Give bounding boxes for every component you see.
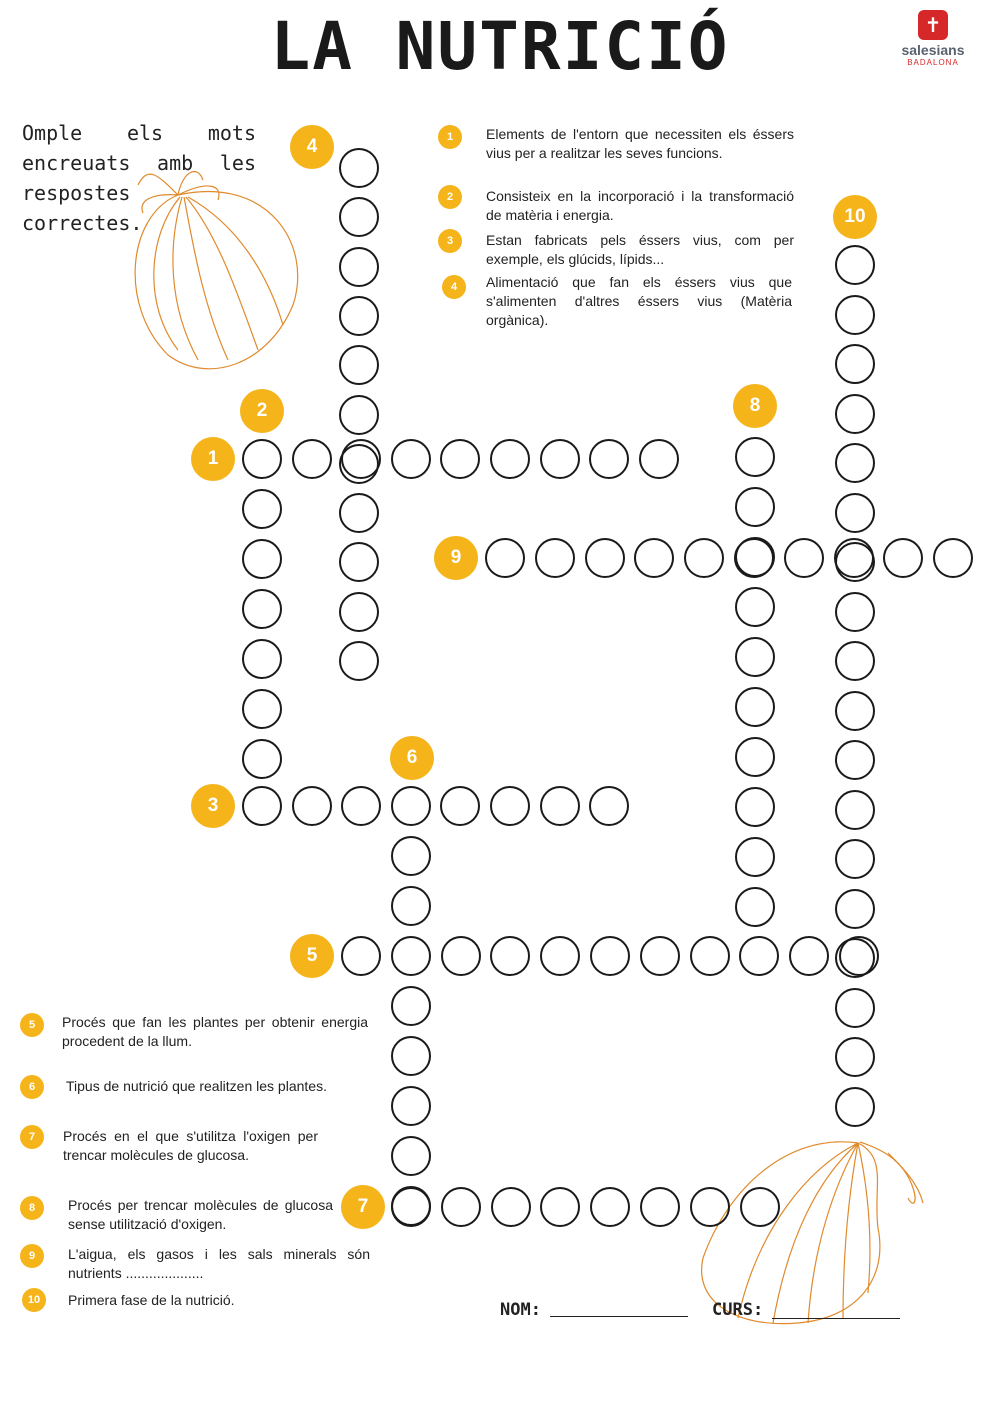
crossword-number-badge: 2 (240, 389, 284, 433)
crossword-cell[interactable] (585, 538, 625, 578)
crossword-cell[interactable] (639, 439, 679, 479)
name-label: NOM: (500, 1300, 541, 1320)
clue-list-top (438, 125, 798, 340)
crossword-cell[interactable] (835, 592, 875, 632)
crossword-cell[interactable] (835, 641, 875, 681)
crossword-cell[interactable] (739, 936, 779, 976)
crossword-cell[interactable] (242, 786, 282, 826)
crossword-cell[interactable] (391, 1136, 431, 1176)
crossword-cell[interactable] (440, 786, 480, 826)
crossword-cell[interactable] (540, 439, 580, 479)
crossword-cell[interactable] (590, 936, 630, 976)
crossword-cell[interactable] (391, 1036, 431, 1076)
logo-name: salesians (901, 42, 965, 58)
crossword-cell[interactable] (441, 1187, 481, 1227)
crossword-cell[interactable] (690, 936, 730, 976)
crossword-cell[interactable] (242, 739, 282, 779)
crossword-cell[interactable] (835, 542, 875, 582)
crossword-cell[interactable] (640, 936, 680, 976)
crossword-cell[interactable] (391, 986, 431, 1026)
crossword-cell[interactable] (735, 637, 775, 677)
crossword-cell[interactable] (339, 247, 379, 287)
crossword-cell[interactable] (883, 538, 923, 578)
crossword-cell[interactable] (339, 197, 379, 237)
crossword-cell[interactable] (490, 936, 530, 976)
crossword-cell[interactable] (735, 437, 775, 477)
crossword-cell[interactable] (784, 538, 824, 578)
crossword-cell[interactable] (242, 589, 282, 629)
clue-number-badge: 9 (20, 1244, 44, 1268)
clue-text: Procés que fan les plantes per obtenir energia procedent de la llum. (62, 1014, 368, 1049)
crossword-cell[interactable] (789, 936, 829, 976)
crossword-cell[interactable] (391, 786, 431, 826)
crossword-cell[interactable] (835, 839, 875, 879)
crossword-number-badge: 9 (434, 536, 478, 580)
pear-illustration-icon (688, 1128, 928, 1328)
crossword-cell[interactable] (540, 936, 580, 976)
crossword-cell[interactable] (391, 836, 431, 876)
crossword-cell[interactable] (540, 1187, 580, 1227)
crossword-number-badge: 1 (191, 437, 235, 481)
crossword-number-badge: 5 (290, 934, 334, 978)
instructions-text: Omple els mots encreuats amb les respostes correctes. (22, 121, 256, 235)
school-logo (893, 10, 973, 72)
crossword-cell[interactable] (735, 837, 775, 877)
crossword-cell[interactable] (292, 439, 332, 479)
crossword-cell[interactable] (540, 786, 580, 826)
crossword-number-badge: 8 (733, 384, 777, 428)
page-title: LA NUTRICIÓ (270, 8, 730, 85)
crossword-cell[interactable] (835, 889, 875, 929)
crossword-cell[interactable] (835, 344, 875, 384)
crossword-cell[interactable] (339, 641, 379, 681)
crossword-cell[interactable] (391, 1187, 431, 1227)
crossword-cell[interactable] (735, 737, 775, 777)
crossword-cell[interactable] (339, 592, 379, 632)
course-field[interactable] (772, 1318, 900, 1319)
crossword-cell[interactable] (589, 786, 629, 826)
course-label: CURS: (712, 1300, 764, 1320)
clue-number-badge: 5 (20, 1013, 44, 1037)
crossword-cell[interactable] (490, 439, 530, 479)
crossword-cell[interactable] (735, 687, 775, 727)
crossword-cell[interactable] (634, 538, 674, 578)
crossword-cell[interactable] (933, 538, 973, 578)
clue-number-badge: 8 (20, 1196, 44, 1220)
crossword-cell[interactable] (491, 1187, 531, 1227)
logo-subtitle: BADALONA (907, 58, 959, 67)
crossword-cell[interactable] (835, 790, 875, 830)
clue-number-badge: 7 (20, 1125, 44, 1149)
logo-emblem-icon: ✝ (918, 10, 948, 40)
crossword-cell[interactable] (835, 493, 875, 533)
crossword-cell[interactable] (835, 938, 875, 978)
crossword-cell[interactable] (339, 148, 379, 188)
crossword-number-badge: 3 (191, 784, 235, 828)
crossword-cell[interactable] (740, 1187, 780, 1227)
crossword-cell[interactable] (339, 542, 379, 582)
crossword-cell[interactable] (835, 443, 875, 483)
crossword-cell[interactable] (684, 538, 724, 578)
crossword-cell[interactable] (690, 1187, 730, 1227)
crossword-cell[interactable] (339, 296, 379, 336)
crossword-cell[interactable] (735, 487, 775, 527)
clue-list-bottom (20, 1010, 370, 1320)
crossword-cell[interactable] (292, 786, 332, 826)
crossword-cell[interactable] (391, 886, 431, 926)
crossword-cell[interactable] (835, 394, 875, 434)
clue-number-badge: 4 (442, 275, 466, 299)
clue-text: Procés en el que s'utilitza l'oxigen per trencar molècules de glucosa. (63, 1128, 318, 1163)
clue-text: Consisteix en la incorporació i la transformació de matèria i energia. (486, 188, 794, 223)
crossword-cell[interactable] (441, 936, 481, 976)
clue-number-badge: 10 (22, 1288, 46, 1312)
clue-text: Tipus de nutrició que realitzen les plantes. (66, 1078, 327, 1094)
crossword-cell[interactable] (242, 539, 282, 579)
crossword-number-badge: 7 (341, 1185, 385, 1229)
crossword-cell[interactable] (835, 1037, 875, 1077)
crossword-cell[interactable] (391, 439, 431, 479)
crossword-number-badge: 10 (833, 195, 877, 239)
clue-number-badge: 2 (438, 185, 462, 209)
crossword-cell[interactable] (242, 439, 282, 479)
crossword-cell[interactable] (835, 691, 875, 731)
clue-text: L'aigua, els gasos i les sals minerals són nutrients .................... (68, 1246, 370, 1281)
clue-number-badge: 3 (438, 229, 462, 253)
clue-text: Procés per trencar molècules de glucosa sense utilització d'oxigen. (68, 1197, 333, 1232)
crossword-cell[interactable] (735, 587, 775, 627)
clue-text: Primera fase de la nutrició. (68, 1292, 235, 1308)
clue-text: Elements de l'entorn que necessiten els éssers vius per a realitzar les seves funcions. (486, 126, 794, 161)
crossword-cell[interactable] (339, 395, 379, 435)
crossword-cell[interactable] (734, 538, 774, 578)
clue-number-badge: 1 (438, 125, 462, 149)
crossword-cell[interactable] (735, 787, 775, 827)
crossword-cell[interactable] (341, 786, 381, 826)
crossword-cell[interactable] (640, 1187, 680, 1227)
crossword-cell[interactable] (835, 1087, 875, 1127)
crossword-cell[interactable] (490, 786, 530, 826)
crossword-cell[interactable] (835, 295, 875, 335)
name-field[interactable] (550, 1316, 688, 1317)
crossword-cell[interactable] (391, 1086, 431, 1126)
crossword-cell[interactable] (339, 493, 379, 533)
crossword-number-badge: 4 (290, 125, 334, 169)
crossword-cell[interactable] (391, 936, 431, 976)
crossword-cell[interactable] (242, 689, 282, 729)
crossword-cell[interactable] (735, 887, 775, 927)
crossword-cell[interactable] (242, 639, 282, 679)
crossword-cell[interactable] (485, 538, 525, 578)
clue-text: Alimentació que fan els éssers vius que s'alimenten d'altres éssers vius (Matèria orgànica). (486, 274, 792, 328)
crossword-cell[interactable] (341, 936, 381, 976)
crossword-cell[interactable] (835, 988, 875, 1028)
clue-number-badge: 6 (20, 1075, 44, 1099)
crossword-cell[interactable] (440, 439, 480, 479)
crossword-cell[interactable] (835, 740, 875, 780)
crossword-cell[interactable] (590, 1187, 630, 1227)
crossword-cell[interactable] (589, 439, 629, 479)
crossword-cell[interactable] (535, 538, 575, 578)
clue-text: Estan fabricats pels éssers vius, com per exemple, els glúcids, lípids... (486, 232, 794, 267)
crossword-number-badge: 6 (390, 736, 434, 780)
crossword-cell[interactable] (339, 444, 379, 484)
crossword-cell[interactable] (242, 489, 282, 529)
crossword-cell[interactable] (339, 345, 379, 385)
crossword-cell[interactable] (835, 245, 875, 285)
